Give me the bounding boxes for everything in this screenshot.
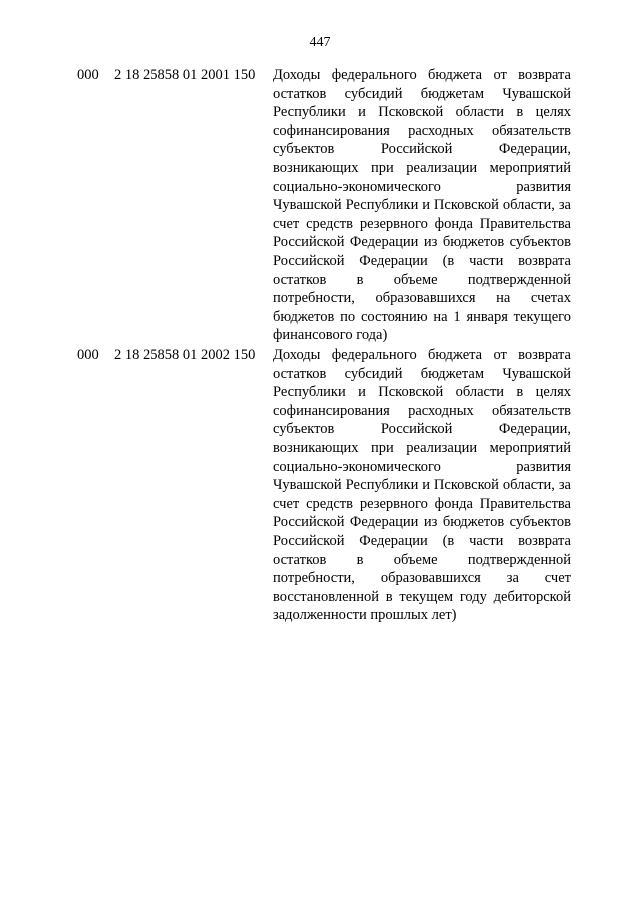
- budget-classification-code: 2 18 25858 01 2002 150: [114, 347, 256, 363]
- page-number: 447: [309, 35, 331, 50]
- budget-classification-code: 2 18 25858 01 2001 150: [114, 67, 256, 83]
- admin-code: 000: [77, 67, 99, 83]
- revenue-description: Доходы федерального бюджета от возврата остатков субсидий бюджетам Чувашской Республики и Псковской области в целях софинансирования расходных обязательств субъектов Российской Федерации, возникающих при реализации мероприятий социально-экономического развития Чувашской Республики и Псковской области, за счет средств резервного фонда Правительства Российской Федерации из бюджетов субъектов Российской Федерации (в части возврата остатков в объеме подтвержденной потребности, образовавшихся за счет восстановленной в текущем году дебиторской задолженности прошлых лет): [273, 347, 571, 624]
- admin-code: 000: [77, 347, 99, 363]
- revenue-description: Доходы федерального бюджета от возврата остатков субсидий бюджетам Чувашской Республики и Псковской области в целях софинансирования расходных обязательств субъектов Российской Федерации, возникающих при реализации мероприятий социально-экономического развития Чувашской Республики и Псковской области, за счет средств резервного фонда Правительства Российской Федерации из бюджетов субъектов Российской Федерации (в части возврата остатков в объеме подтвержденной потребности, образовавшихся на счетах бюджетов по состоянию на 1 января текущего финансового года): [273, 67, 571, 344]
